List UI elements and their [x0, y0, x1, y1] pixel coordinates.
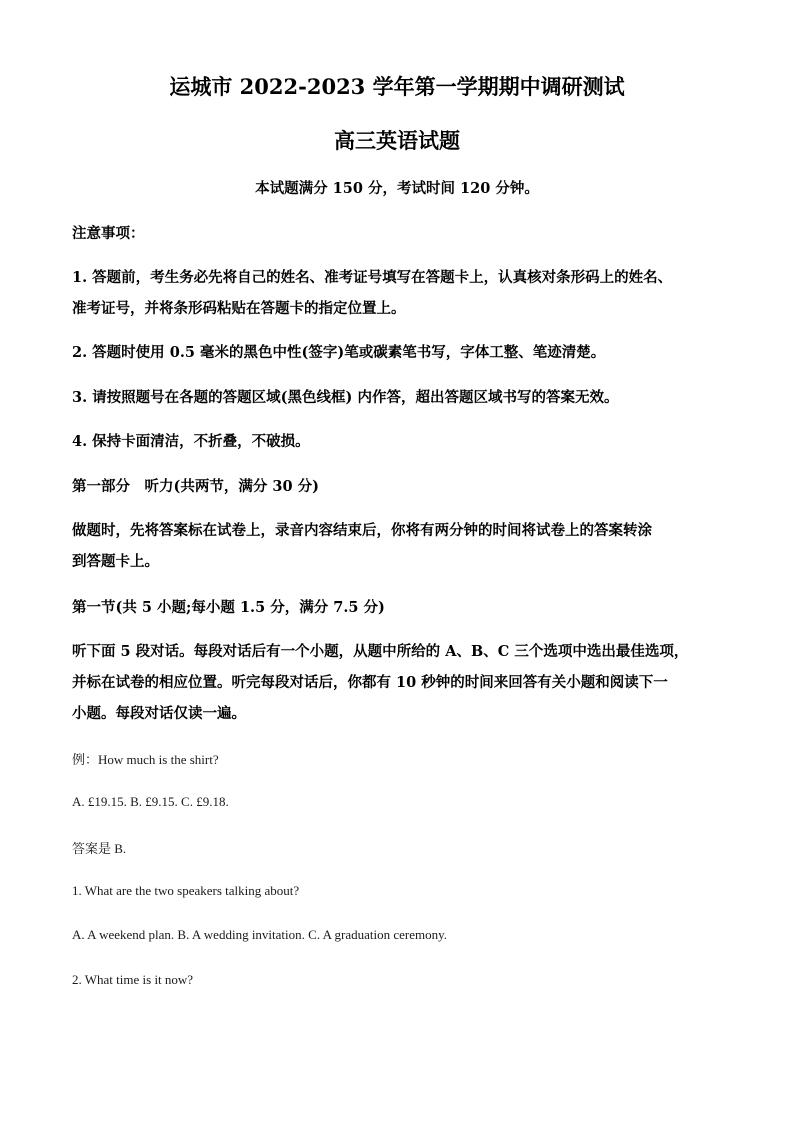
section-1-instruction-line-2: 并标在试卷的相应位置。听完每段对话后，你都有 10 秒钟的时间来回答有关小题和阅读下一: [72, 674, 668, 691]
notice-item-1-line-2: 准考证号，并将条形码粘贴在答题卡的指定位置上。: [72, 300, 406, 317]
section-1-instruction-line-1: 听下面 5 段对话。每段对话后有一个小题，从题中所给的 A、B、C 三个选项中选出最佳选项，: [72, 643, 689, 660]
example-options: A. £19.15. B. £9.15. C. £9.18.: [72, 794, 229, 809]
exam-subtitle: 高三英语试题: [334, 128, 460, 153]
notice-item-1-line-1: 1. 答题前，考生务必先将自己的姓名、准考证号填写在答题卡上，认真核对条形码上的姓名、: [72, 269, 673, 286]
part-1-heading: 第一部分 听力(共两节，满分 30 分): [72, 478, 319, 495]
part-1-instruction-line-2: 到答题卡上。: [72, 553, 159, 570]
section-1-instruction-line-3: 小题。每段对话仅读一遍。: [72, 705, 246, 722]
part-1-instruction-line-1: 做题时，先将答案标在试卷上，录音内容结束后，你将有两分钟的时间将试卷上的答案转涂: [72, 522, 652, 539]
notice-item-3: 3. 请按照题号在各题的答题区域(黑色线框) 内作答，超出答题区域书写的答案无效。: [72, 389, 619, 406]
notice-heading: 注意事项：: [72, 225, 145, 242]
example-answer: 答案是 B.: [72, 841, 127, 856]
notice-item-2: 2. 答题时使用 0.5 毫米的黑色中性(签字)笔或碳素笔书写，字体工整、笔迹清楚。: [72, 344, 606, 361]
notice-item-4: 4. 保持卡面清洁，不折叠，不破损。: [72, 433, 310, 450]
question-1-options: A. A weekend plan. B. A wedding invitation. C. A graduation ceremony.: [72, 927, 448, 942]
exam-title: 运城市 2022-2023 学年第一学期期中调研测试: [169, 74, 625, 99]
question-1: 1. What are the two speakers talking about?: [72, 883, 300, 898]
score-note: 本试题满分 150 分，考试时间 120 分钟。: [255, 180, 539, 197]
section-1-heading: 第一节(共 5 小题;每小题 1.5 分，满分 7.5 分): [72, 599, 385, 616]
example-question: 例：How much is the shirt?: [72, 752, 219, 767]
question-2: 2. What time is it now?: [72, 972, 194, 987]
